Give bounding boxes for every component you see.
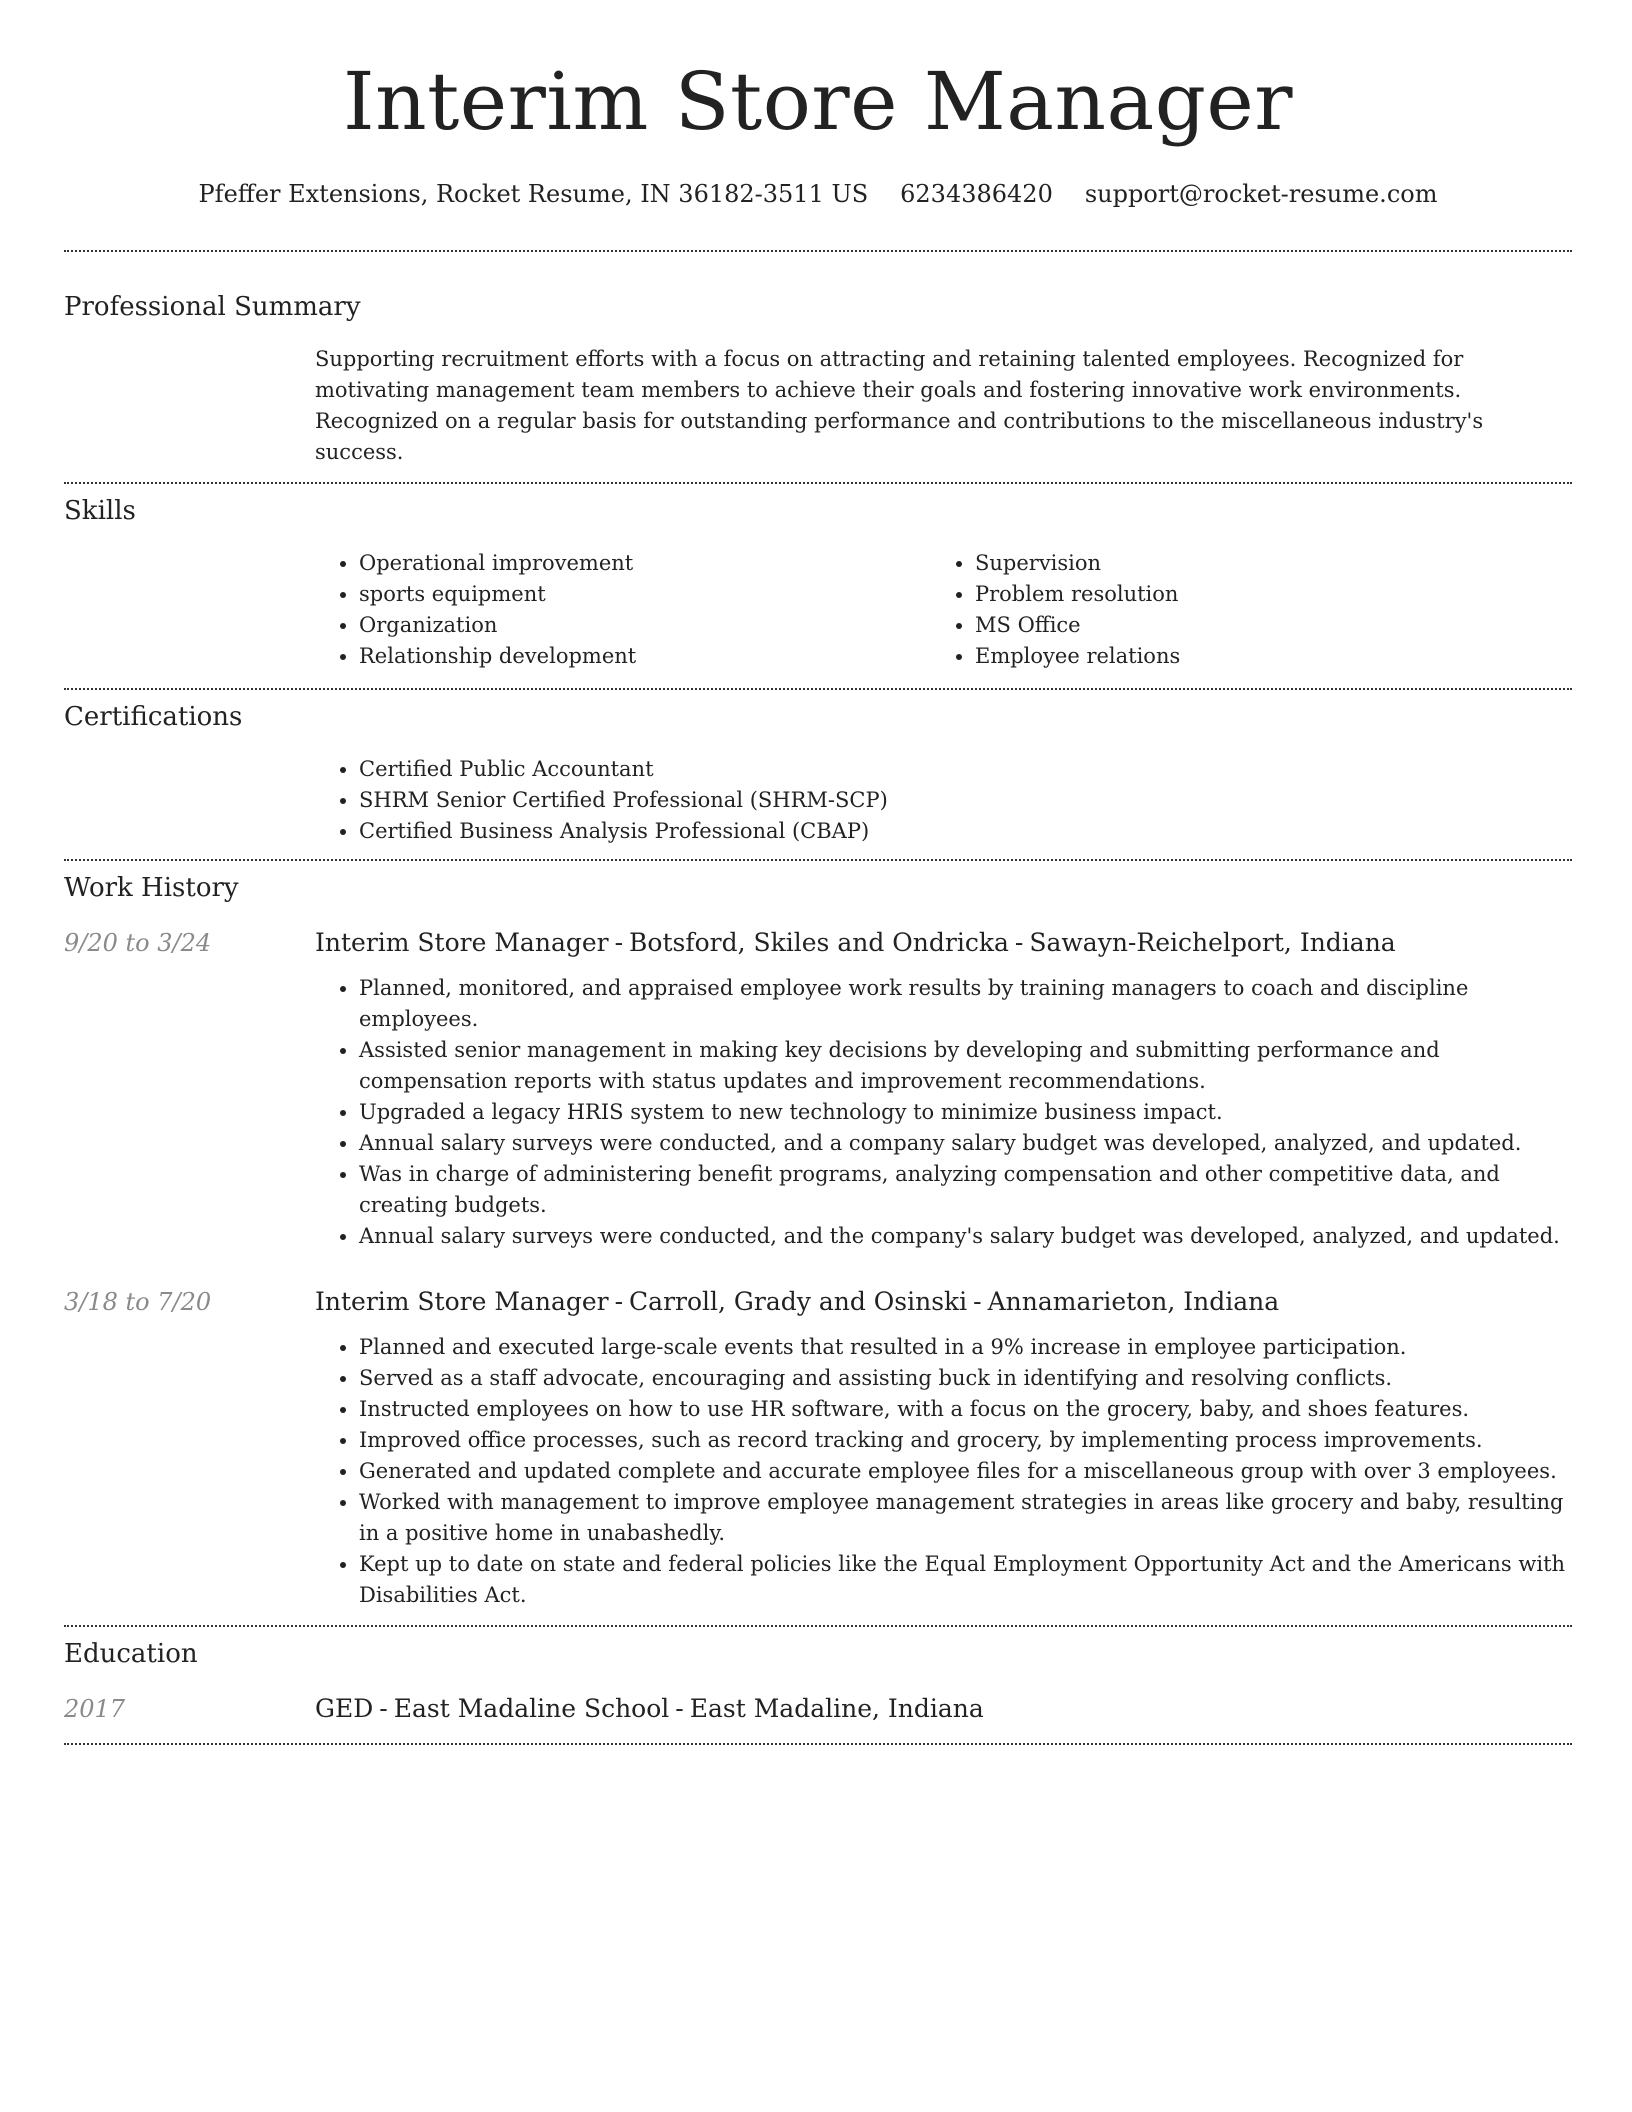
- job-bullet: • Generated and updated complete and accurate employee files for a miscellaneous group with over 3 employees.: [359, 1456, 1572, 1487]
- job-bullet: • Upgraded a legacy HRIS system to new technology to minimize business impact.: [359, 1097, 1572, 1128]
- skill-item: • Operational improvement: [359, 548, 931, 579]
- skill-item: • MS Office: [975, 610, 1531, 641]
- separator: -: [614, 1287, 624, 1316]
- education-degree: GED: [315, 1694, 374, 1723]
- separator: -: [614, 928, 624, 957]
- separator: -: [379, 1694, 388, 1723]
- certifications-content: [315, 754, 1572, 847]
- certification-item: • SHRM Senior Certified Professional (SHRM-SCP): [359, 785, 1572, 816]
- job-role: Interim Store Manager: [315, 1287, 609, 1316]
- certification-item: • Certified Business Analysis Professional (CBAP): [359, 816, 1572, 847]
- skills-section: [64, 484, 1572, 672]
- job-bullet: • Instructed employees on how to use HR software, with a focus on the grocery, baby, and shoes features.: [359, 1394, 1572, 1425]
- summary-section: [64, 252, 1572, 468]
- education-location: East Madaline, Indiana: [689, 1694, 984, 1723]
- resume-page: [64, 0, 1572, 1745]
- separator: -: [973, 1287, 982, 1316]
- summary-text: Supporting recruitment efforts with a focus on attracting and retaining talented employees. Recognized for motivating management team members to achieve their goals and fostering innovative work environments. Recognized on a regular basis for outstanding performance and contributions to the miscellaneous industry's success.: [315, 347, 1484, 464]
- job-bullet: • Assisted senior management in making key decisions by developing and submitting performance and compensation reports with status updates and improvement recommendations.: [359, 1035, 1572, 1097]
- section-title-summary: Professional Summary: [64, 292, 361, 322]
- certification-item: • Certified Public Accountant: [359, 754, 1572, 785]
- education-entry: [64, 1693, 1572, 1725]
- skill-item: • Employee relations: [975, 641, 1531, 672]
- job-bullet: • Annual salary surveys were conducted, and the company's salary budget was developed, analyzed, and updated.: [359, 1221, 1572, 1252]
- skill-item: • Supervision: [975, 548, 1531, 579]
- contact-phone: 6234386420: [900, 180, 1053, 208]
- job-bullets: [315, 1332, 1572, 1611]
- section-title-certifications: Certifications: [64, 702, 243, 732]
- certifications-list: [315, 754, 1572, 847]
- job-bullet: • Served as a staff advocate, encouraging and assisting buck in identifying and resolving conflicts.: [359, 1363, 1572, 1394]
- section-title-work: Work History: [64, 873, 239, 903]
- job-title: [315, 1286, 1572, 1318]
- certifications-section: [64, 690, 1572, 847]
- job-bullet: • Planned, monitored, and appraised employee work results by training managers to coach and discipline employees.: [359, 973, 1572, 1035]
- job-company: Botsford, Skiles and Ondricka: [629, 928, 1009, 957]
- section-title-skills: Skills: [64, 496, 136, 526]
- job-company: Carroll, Grady and Osinski: [629, 1287, 968, 1316]
- education-body: [315, 1693, 1572, 1725]
- candidate-name: Interim Store Manager: [343, 55, 1293, 148]
- summary-content: [315, 344, 1572, 468]
- job-bullet: • Was in charge of administering benefit programs, analyzing compensation and other competitive data, and creating budgets.: [359, 1159, 1572, 1221]
- contact-email: support@rocket-resume.com: [1084, 180, 1438, 208]
- job-entry: [64, 1286, 1572, 1611]
- skill-item: • Relationship development: [359, 641, 931, 672]
- job-title: [315, 927, 1572, 959]
- education-title: [315, 1693, 1572, 1725]
- job-dates: 3/18 to 7/20: [64, 1288, 212, 1316]
- education-date: 2017: [64, 1695, 126, 1723]
- skill-item: • sports equipment: [359, 579, 931, 610]
- job-location: Annamarieton, Indiana: [987, 1287, 1280, 1316]
- job-bullet: • Worked with management to improve employee management strategies in areas like grocery and baby, resulting in a positive home in unabashedly.: [359, 1487, 1572, 1549]
- work-section: [64, 861, 1572, 1611]
- separator: -: [1014, 928, 1024, 957]
- contact-line: [64, 178, 1572, 210]
- education-section: [64, 1627, 1572, 1725]
- job-body: [315, 1286, 1572, 1611]
- job-bullet: • Improved office processes, such as record tracking and grocery, by implementing process improvements.: [359, 1425, 1572, 1456]
- job-entry: [64, 927, 1572, 1252]
- job-bullet: • Annual salary surveys were conducted, and a company salary budget was developed, analyzed, and updated.: [359, 1128, 1572, 1159]
- job-bullet: • Kept up to date on state and federal policies like the Equal Employment Opportunity Act and the Americans with Disabilities Act.: [359, 1549, 1572, 1611]
- job-role: Interim Store Manager: [315, 928, 609, 957]
- skills-list-left: [315, 548, 931, 672]
- job-body: [315, 927, 1572, 1252]
- skill-item: • Organization: [359, 610, 931, 641]
- skill-item: • Problem resolution: [975, 579, 1531, 610]
- section-title-education: Education: [64, 1639, 198, 1669]
- skills-list-right: [931, 548, 1531, 672]
- contact-address: Pfeffer Extensions, Rocket Resume, IN 36182-3511 US: [198, 180, 869, 208]
- separator: -: [675, 1694, 684, 1723]
- divider: [64, 1743, 1572, 1745]
- job-bullets: [315, 973, 1572, 1252]
- education-school: East Madaline School: [393, 1694, 670, 1723]
- job-bullet: • Planned and executed large-scale events that resulted in a 9% increase in employee participation.: [359, 1332, 1572, 1363]
- job-location: Sawayn-Reichelport, Indiana: [1029, 928, 1396, 957]
- skills-grid: [315, 548, 1572, 672]
- job-dates: 9/20 to 3/24: [64, 929, 212, 957]
